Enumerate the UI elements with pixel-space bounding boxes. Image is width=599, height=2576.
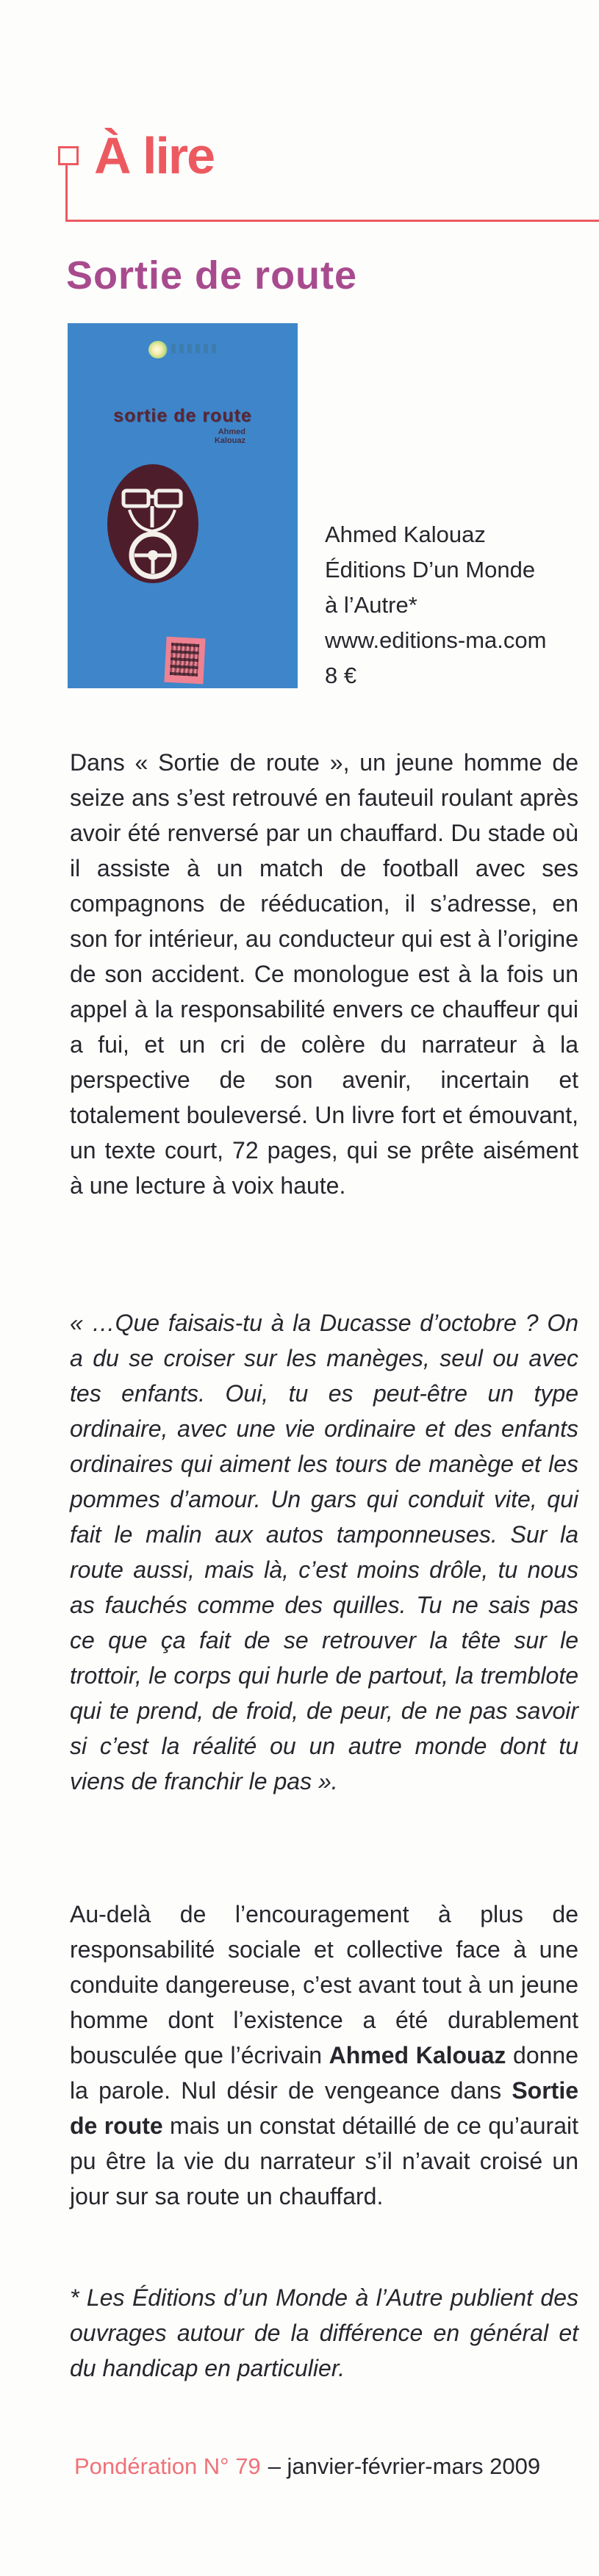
footer-magazine-title: Pondération N° 79: [74, 2453, 261, 2479]
face-steering-wheel-icon: [107, 464, 198, 583]
book-price: 8 €: [325, 663, 357, 688]
section-bullet-square: [58, 146, 79, 165]
section-connector-vertical: [65, 165, 68, 222]
footer-issue-date: – janvier-février-mars 2009: [268, 2453, 541, 2479]
paragraph-intro: Dans « Sortie de route », un jeune homme de seize ans s’est retrouvé en fauteuil roulant après avoir été renversé par un chauffard. Du stade où il assiste à un match de football avec ses compagnons de rééducation, il s’adresse, en son for intérieur, au conducteur qui est à l’origine de son accident. Ce monologue est à la fois un appel à la responsabilité envers ce chauffeur qui a fui, et un cri de colère du narrateur à la perspective de son avenir, incertain et totalement bouleversé. Un livre fort et émouvant, un texte court, 72 pages, qui se prête aisément à une lecture à voix haute.: [70, 749, 578, 1199]
article-title: Sortie de route: [66, 253, 358, 297]
conclusion-text-2: donne la parole. Nul désir de vengeance dans: [70, 2042, 579, 2104]
cover-title: sortie de route: [113, 405, 252, 426]
paragraph-conclusion: [70, 1897, 578, 2214]
book-details: [325, 517, 597, 693]
footnote: * Les Éditions d’un Monde à l’Autre publient des ouvrages autour de la différence en général et du handicap en particulier.: [70, 2284, 578, 2381]
conclusion-author-bold: Ahmed Kalouaz: [329, 2042, 506, 2068]
conclusion-text-3: mais un constat détaillé de ce qu’aurait pu être la vie du narrateur s’il n’avait croisé un jour sur sa route un chauffard.: [70, 2113, 579, 2209]
book-publisher-line-1: Éditions D’un Monde: [325, 557, 536, 582]
book-cover: [68, 323, 298, 688]
book-publisher-line-2: à l’Autre*: [325, 592, 417, 618]
library-sticker: [164, 637, 205, 685]
library-sticker-label: [170, 643, 199, 677]
conclusion-text-1: Au-delà de l’encouragement à plus de responsabilité sociale et collective face à une conduite dangereuse, c’est avant tout à un jeune homme dont l’existence a été durablement bousculée que l’écrivain: [70, 1901, 578, 2068]
section-title: À lire: [94, 127, 215, 184]
page-footer: [74, 2453, 540, 2480]
cover-author: Ahmed Kalouaz: [214, 427, 245, 445]
book-website: www.editions-ma.com: [325, 627, 547, 653]
book-author: Ahmed Kalouaz: [325, 522, 486, 547]
paragraph-quote: « …Que faisais-tu à la Ducasse d’octobre ? On a du se croiser sur les manèges, seul ou avec tes enfants. Oui, tu es peut-être un type ordinaire, avec une vie ordinaire et des enfants ordinaires qui aiment les tours de manège et les pommes d’amour. Un gars qui conduit vite, qui fait le malin aux autos tamponneuses. Sur la route aussi, mais là, c’est moins drôle, tu nous as fauchés comme des quilles. Tu ne sais pas ce que ça fait de se retrouver la tête sur le trottoir, le corps qui hurle de partout, la tremblote qui te prend, de froid, de peur, de ne pas savoir si c’est la réalité ou un autre monde dont tu viens de franchir le pas ».: [70, 1310, 578, 1794]
publisher-logo-icon: [148, 341, 168, 358]
publisher-logo-text-smudge: [171, 344, 217, 353]
conclusion-book-title-bold: Sortie de route: [70, 2077, 578, 2139]
section-rule-horizontal: [65, 220, 599, 222]
